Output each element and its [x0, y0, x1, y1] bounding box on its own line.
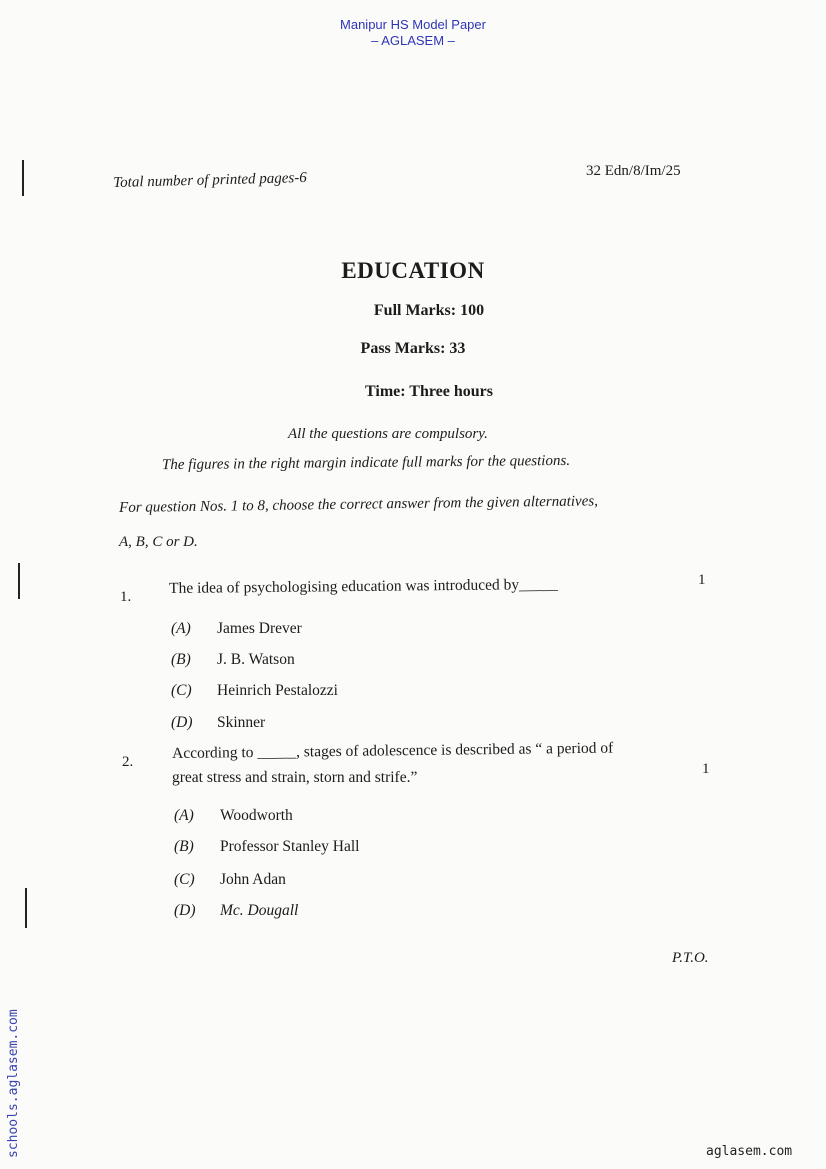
question-text: According to _____, stages of adolescence is described as “ a period of	[172, 739, 614, 762]
option-text: John Adan	[220, 871, 286, 888]
question-text-cont: great stress and strain, storn and strife.”	[172, 769, 418, 786]
option-letter: (A)	[174, 807, 194, 824]
side-url: schools.aglasem.com	[6, 1009, 21, 1158]
option-letter: (C)	[174, 871, 195, 888]
option-letter: (B)	[174, 838, 194, 855]
instruction-choose-cont: A, B, C or D.	[119, 534, 198, 550]
option-item	[174, 807, 293, 825]
option-text: J. B. Watson	[217, 651, 295, 668]
option-letter: (B)	[171, 651, 191, 668]
time-allowed: Time: Three hours	[364, 383, 493, 400]
question-marks: 1	[702, 761, 710, 777]
option-letter: (D)	[174, 902, 196, 919]
question-text: The idea of psychologising education was introduced by_____	[169, 575, 558, 597]
pass-marks: Pass Marks: 33	[360, 340, 466, 357]
scan-mark	[22, 160, 24, 196]
question-marks: 1	[698, 572, 706, 588]
option-item	[171, 682, 338, 700]
full-marks: Full Marks: 100	[373, 302, 485, 319]
instruction-marks: The figures in the right margin indicate full marks for the questions.	[161, 452, 571, 474]
scan-mark	[25, 888, 27, 928]
banner-title: Manipur HS Model Paper	[340, 17, 486, 32]
option-item	[171, 651, 295, 669]
scan-mark	[18, 563, 20, 599]
instruction-choose: For question Nos. 1 to 8, choose the correct answer from the given alternatives,	[119, 493, 599, 516]
option-text: James Drever	[217, 620, 302, 637]
option-item	[174, 838, 359, 856]
option-letter: (C)	[171, 682, 192, 699]
question-number: 1.	[120, 589, 132, 605]
option-item	[171, 620, 302, 638]
option-text: Heinrich Pestalozzi	[217, 682, 338, 699]
option-text: Mc. Dougall	[220, 902, 299, 919]
banner-brand: – AGLASEM –	[371, 33, 455, 48]
option-item	[174, 902, 298, 920]
option-letter: (A)	[171, 620, 191, 637]
option-text: Woodworth	[220, 807, 293, 824]
option-text: Skinner	[217, 714, 266, 731]
instruction-compulsory: All the questions are compulsory.	[288, 426, 488, 442]
page-title: EDUCATION	[341, 258, 485, 283]
option-letter: (D)	[171, 714, 193, 731]
option-item	[171, 714, 265, 732]
option-item	[174, 871, 286, 889]
printed-pages-note: Total number of printed pages-6	[113, 169, 307, 191]
option-text: Professor Stanley Hall	[220, 838, 360, 855]
paper-code: 32 Edn/8/Im/25	[586, 163, 681, 179]
footer-site: aglasem.com	[706, 1144, 793, 1159]
watermark-banner	[0, 17, 826, 49]
question-number: 2.	[122, 754, 134, 770]
pto-note: P.T.O.	[672, 950, 709, 966]
